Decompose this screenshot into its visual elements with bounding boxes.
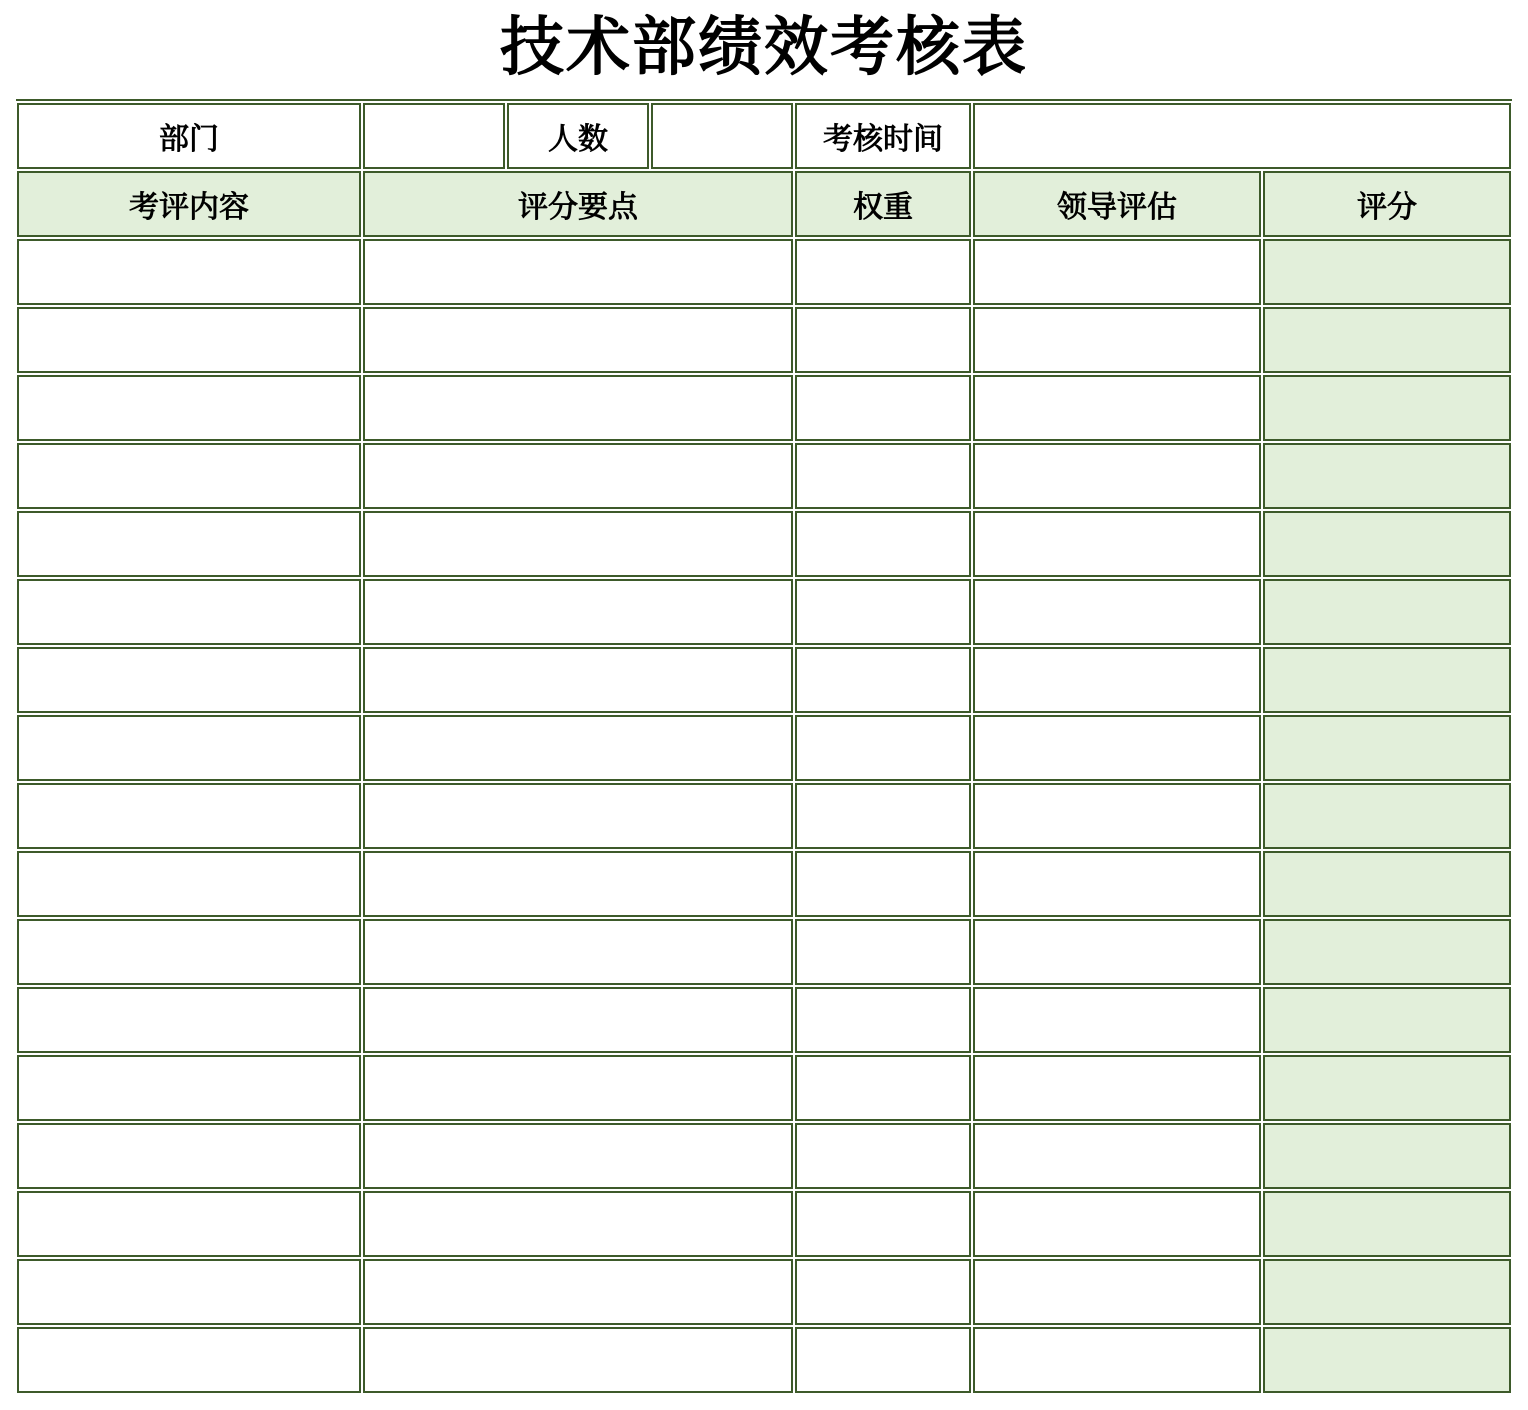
score-cell[interactable] [1263, 647, 1511, 713]
score-cell[interactable] [1263, 307, 1511, 373]
weight-cell[interactable] [795, 239, 971, 305]
content-cell[interactable] [17, 783, 361, 849]
score-cell[interactable] [1263, 1055, 1511, 1121]
score-cell[interactable] [1263, 1327, 1511, 1393]
column-header-score: 评分 [1263, 171, 1511, 237]
department-label: 部门 [17, 103, 361, 169]
leader-evaluation-cell[interactable] [973, 511, 1261, 577]
content-cell[interactable] [17, 647, 361, 713]
scoring-points-cell[interactable] [363, 579, 793, 645]
scoring-points-cell[interactable] [363, 1123, 793, 1189]
weight-cell[interactable] [795, 443, 971, 509]
score-cell[interactable] [1263, 579, 1511, 645]
score-cell[interactable] [1263, 1123, 1511, 1189]
weight-cell[interactable] [795, 375, 971, 441]
column-header-weight: 权重 [795, 171, 971, 237]
content-cell[interactable] [17, 307, 361, 373]
leader-evaluation-cell[interactable] [973, 987, 1261, 1053]
weight-cell[interactable] [795, 511, 971, 577]
weight-cell[interactable] [795, 1055, 971, 1121]
leader-evaluation-cell[interactable] [973, 443, 1261, 509]
headcount-value-field[interactable] [651, 103, 793, 169]
scoring-points-cell[interactable] [363, 987, 793, 1053]
content-cell[interactable] [17, 375, 361, 441]
leader-evaluation-cell[interactable] [973, 647, 1261, 713]
scoring-points-cell[interactable] [363, 1055, 793, 1121]
weight-cell[interactable] [795, 783, 971, 849]
scoring-points-cell[interactable] [363, 783, 793, 849]
score-cell[interactable] [1263, 919, 1511, 985]
score-cell[interactable] [1263, 987, 1511, 1053]
leader-evaluation-cell[interactable] [973, 1191, 1261, 1257]
weight-cell[interactable] [795, 851, 971, 917]
leader-evaluation-cell[interactable] [973, 307, 1261, 373]
weight-cell[interactable] [795, 307, 971, 373]
content-cell[interactable] [17, 579, 361, 645]
content-cell[interactable] [17, 919, 361, 985]
content-cell[interactable] [17, 1259, 361, 1325]
scoring-points-cell[interactable] [363, 1191, 793, 1257]
score-cell[interactable] [1263, 1191, 1511, 1257]
scoring-points-cell[interactable] [363, 647, 793, 713]
content-cell[interactable] [17, 511, 361, 577]
leader-evaluation-cell[interactable] [973, 783, 1261, 849]
leader-evaluation-cell[interactable] [973, 375, 1261, 441]
page-title: 技术部绩效考核表 [500, 11, 1028, 85]
review-time-value-field[interactable] [973, 103, 1511, 169]
weight-cell[interactable] [795, 919, 971, 985]
score-cell[interactable] [1263, 239, 1511, 305]
content-cell[interactable] [17, 715, 361, 781]
leader-evaluation-cell[interactable] [973, 851, 1261, 917]
scoring-points-cell[interactable] [363, 375, 793, 441]
title-divider [16, 99, 1512, 101]
leader-evaluation-cell[interactable] [973, 1259, 1261, 1325]
score-cell[interactable] [1263, 443, 1511, 509]
content-cell[interactable] [17, 987, 361, 1053]
weight-cell[interactable] [795, 647, 971, 713]
scoring-points-cell[interactable] [363, 1327, 793, 1393]
column-header-content: 考评内容 [17, 171, 361, 237]
leader-evaluation-cell[interactable] [973, 1123, 1261, 1189]
scoring-points-cell[interactable] [363, 239, 793, 305]
scoring-points-cell[interactable] [363, 851, 793, 917]
column-header-scoring-points: 评分要点 [363, 171, 793, 237]
weight-cell[interactable] [795, 1259, 971, 1325]
weight-cell[interactable] [795, 715, 971, 781]
content-cell[interactable] [17, 1191, 361, 1257]
content-cell[interactable] [17, 1123, 361, 1189]
content-cell[interactable] [17, 443, 361, 509]
review-time-label: 考核时间 [795, 103, 971, 169]
leader-evaluation-cell[interactable] [973, 239, 1261, 305]
scoring-points-cell[interactable] [363, 715, 793, 781]
leader-evaluation-cell[interactable] [973, 1327, 1261, 1393]
headcount-label: 人数 [507, 103, 649, 169]
score-cell[interactable] [1263, 1259, 1511, 1325]
leader-evaluation-cell[interactable] [973, 715, 1261, 781]
score-cell[interactable] [1263, 851, 1511, 917]
content-cell[interactable] [17, 851, 361, 917]
scoring-points-cell[interactable] [363, 307, 793, 373]
scoring-points-cell[interactable] [363, 1259, 793, 1325]
leader-evaluation-cell[interactable] [973, 579, 1261, 645]
leader-evaluation-cell[interactable] [973, 1055, 1261, 1121]
content-cell[interactable] [17, 1055, 361, 1121]
weight-cell[interactable] [795, 1123, 971, 1189]
assessment-table [16, 102, 1512, 1394]
weight-cell[interactable] [795, 579, 971, 645]
content-cell[interactable] [17, 239, 361, 305]
weight-cell[interactable] [795, 987, 971, 1053]
content-cell[interactable] [17, 1327, 361, 1393]
score-cell[interactable] [1263, 375, 1511, 441]
weight-cell[interactable] [795, 1191, 971, 1257]
score-cell[interactable] [1263, 783, 1511, 849]
score-cell[interactable] [1263, 511, 1511, 577]
weight-cell[interactable] [795, 1327, 971, 1393]
scoring-points-cell[interactable] [363, 511, 793, 577]
column-header-leader-evaluation: 领导评估 [973, 171, 1261, 237]
leader-evaluation-cell[interactable] [973, 919, 1261, 985]
department-value-field[interactable] [363, 103, 505, 169]
score-cell[interactable] [1263, 715, 1511, 781]
scoring-points-cell[interactable] [363, 919, 793, 985]
scoring-points-cell[interactable] [363, 443, 793, 509]
